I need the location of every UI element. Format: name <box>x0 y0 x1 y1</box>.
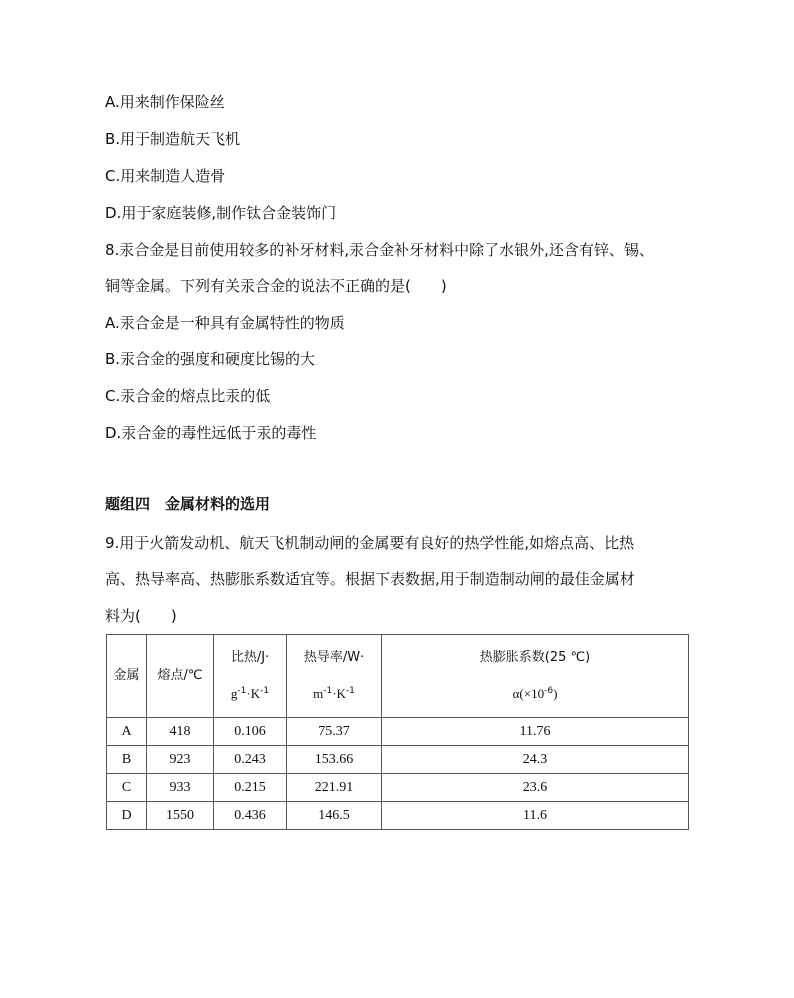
header-conductivity-line-2 <box>289 676 379 713</box>
cell-melting-point: 933 <box>147 774 214 802</box>
option-7c: C.用来制造人造骨 <box>105 167 226 185</box>
option-8c: C.汞合金的熔点比汞的低 <box>105 387 271 405</box>
option-8a: A.汞合金是一种具有金属特性的物质 <box>105 314 345 332</box>
unit-exponent: -1 <box>260 685 270 696</box>
option-7d: D.用于家庭装修,制作钛合金装饰门 <box>105 204 337 222</box>
unit-m: m <box>313 685 324 701</box>
cell-metal: C <box>107 774 147 802</box>
header-expansion-line-1: 热膨胀系数(25 ℃) <box>479 649 591 665</box>
cell-melting-point: 923 <box>147 746 214 774</box>
question-9-line-3: 料为( ) <box>105 607 177 625</box>
question-9-line-2: 高、热导率高、热膨胀系数适宜等。根据下表数据,用于制造制动闸的最佳金属材 <box>105 570 635 588</box>
cell-expansion: 11.6 <box>382 802 689 830</box>
cell-specific-heat: 0.243 <box>214 746 287 774</box>
cell-metal: B <box>107 746 147 774</box>
cell-expansion: 11.76 <box>382 718 689 746</box>
cell-melting-point: 1550 <box>147 802 214 830</box>
header-melting-point <box>147 635 214 718</box>
option-8d: D.汞合金的毒性远低于汞的毒性 <box>105 424 317 442</box>
table-row <box>107 802 689 830</box>
unit-exponent: -1 <box>237 685 247 696</box>
unit-exponent: -1 <box>345 685 355 696</box>
cell-conductivity: 146.5 <box>287 802 382 830</box>
question-9-line-1: 9.用于火箭发动机、航天飞机制动闸的金属要有良好的热学性能,如熔点高、比热 <box>105 534 635 552</box>
table-row <box>107 718 689 746</box>
unit-k: ·K <box>246 685 261 701</box>
header-specific-heat-line-2 <box>216 676 284 713</box>
option-7a: A.用来制作保险丝 <box>105 93 225 111</box>
header-metal-label: 金属 <box>113 668 140 683</box>
unit-g: g <box>230 685 238 701</box>
cell-specific-heat: 0.436 <box>214 802 287 830</box>
metal-properties-table <box>106 634 689 830</box>
table-header-row <box>107 635 689 718</box>
header-metal <box>107 635 147 718</box>
cell-metal: D <box>107 802 147 830</box>
cell-expansion: 24.3 <box>382 746 689 774</box>
header-melting-point-label: 熔点/℃ <box>157 668 203 683</box>
question-8-line-1: 8.汞合金是目前使用较多的补牙材料,汞合金补牙材料中除了水银外,还含有锌、锡、 <box>105 241 654 259</box>
section-title: 题组四 金属材料的选用 <box>105 495 271 513</box>
unit-alpha: α(×10 <box>512 685 545 701</box>
header-specific-heat <box>214 635 287 718</box>
option-8b: B.汞合金的强度和硬度比锡的大 <box>105 350 316 368</box>
cell-metal: A <box>107 718 147 746</box>
cell-conductivity: 221.91 <box>287 774 382 802</box>
header-expansion <box>382 635 689 718</box>
table-row <box>107 746 689 774</box>
unit-exponent: -6 <box>544 685 554 696</box>
cell-specific-heat: 0.106 <box>214 718 287 746</box>
unit-exponent: -1 <box>323 685 333 696</box>
cell-conductivity: 75.37 <box>287 718 382 746</box>
header-conductivity <box>287 635 382 718</box>
cell-melting-point: 418 <box>147 718 214 746</box>
unit-close-paren: ) <box>553 685 558 701</box>
header-specific-heat-line-1: 比热/J· <box>230 649 270 665</box>
option-7b: B.用于制造航天飞机 <box>105 130 241 148</box>
cell-conductivity: 153.66 <box>287 746 382 774</box>
cell-expansion: 23.6 <box>382 774 689 802</box>
table-row <box>107 774 689 802</box>
unit-k: ·K <box>332 685 346 701</box>
header-expansion-line-2 <box>384 676 686 713</box>
cell-specific-heat: 0.215 <box>214 774 287 802</box>
question-8-line-2: 铜等金属。下列有关汞合金的说法不正确的是( ) <box>105 277 447 295</box>
header-conductivity-line-1: 热导率/W· <box>303 649 365 665</box>
